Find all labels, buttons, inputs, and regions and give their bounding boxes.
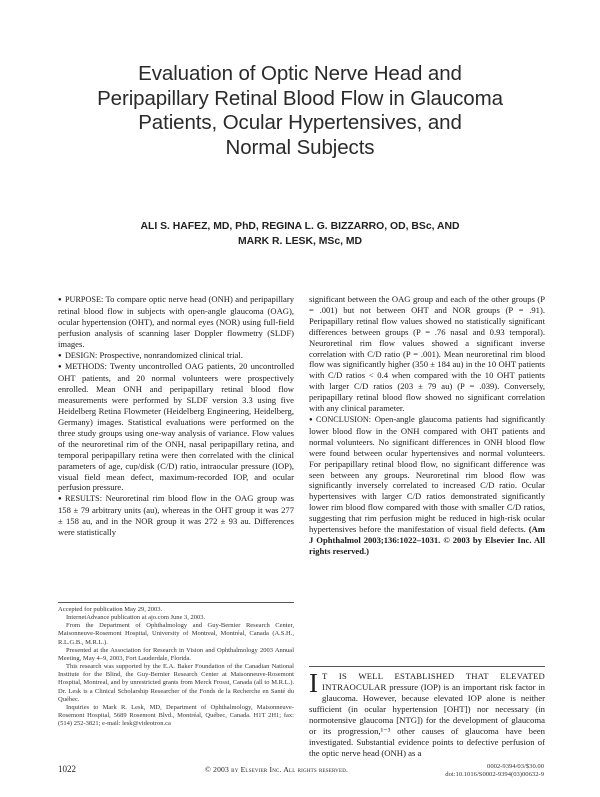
footnote-divider	[58, 602, 294, 603]
introduction	[309, 668, 545, 759]
conclusion-label: CONCLUSION:	[316, 414, 372, 424]
results-continued: significant between the OAG group and each of the other groups (P = .001) but not between OHT and NOR groups (P = .91). Peripapillary retinal flow values showed no statistically significant differences between groups (P = .76 nasal and 0.93 temporal). Neuroretinal rim flow values showed a significant inverse correlation with C/D ratio (P = .001). Mean neuroretinal rim blood flow was significantly higher (350 ± 184 au) in the 10 OHT patients with C/D ratios < 0.4 when compared with the 10 OHT patients with larger C/D ratios (203 ± 79 au) (P = .039). Conversely, peripapillary retinal blood flow showed no significant correlation with any clinical parameter.	[309, 294, 545, 414]
drop-cap: I	[309, 668, 318, 698]
page-number: 1022	[58, 764, 76, 774]
bullet-icon: ●	[58, 297, 62, 303]
abstract-divider	[309, 666, 545, 667]
footnote: InternetAdvance publication at ajo.com June 3, 2003.	[66, 614, 206, 622]
abstract-design	[58, 350, 294, 362]
author-line: MARK R. LESK, MSc, MD	[237, 235, 363, 247]
abstract-methods	[58, 361, 294, 493]
article-title	[60, 62, 540, 160]
footnote: From the Department of Ophthalmology and Guy-Bernier Research Center, Maisonneuve-Rosemont Hospital, University of Montreal, Montréal, Canada (A.S.H., R.L.G.B., M.R.L.).	[58, 622, 294, 646]
methods-label: METHODS:	[65, 362, 107, 372]
results-text: Neuroretinal rim blood flow in the OAG group was 158 ± 79 arbitrary units (au), whereas in the OHT group it was 277 ± 158 au, and in the NOR group it was 272 ± 93 au. Differences were statistically	[58, 493, 295, 538]
bullet-icon: ●	[58, 364, 62, 371]
author-list	[60, 220, 540, 249]
purpose-text: To compare optic nerve head (ONH) and peripapillary retinal blood flow in subjects with open-angle glaucoma (OAG), ocular hypertension (OHT), and normal eyes (NOR) using full-field perfusion analysis of scanning laser Doppler flowmetry (SLDF) images.	[58, 294, 294, 349]
doi: doi:10.1016/S0002-9394(03)00632-9	[445, 771, 544, 779]
abstract-results	[58, 493, 294, 538]
abstract-purpose	[58, 294, 294, 350]
title-line: Normal Subjects	[225, 135, 375, 159]
intro-text: pressure (IOP) is an important risk factor in glaucoma. However, because elevated IOP alone is neither sufficient (in ocular hypertension [OHT]) nor necessary (in normotensive glaucoma [NTG]) for the development of glaucoma or its progression,¹⁻³ other causes of glaucoma have been investigated. Substantial evidence points to defective perfusion of the optic nerve head (ONH) as a	[309, 682, 545, 758]
abstract-left-column	[58, 294, 294, 538]
bullet-icon: ●	[309, 416, 313, 423]
copyright	[205, 765, 348, 774]
doi-block	[445, 763, 544, 779]
title-line: Peripapillary Retinal Blood Flow in Glaucoma	[97, 86, 503, 110]
design-label: DESIGN:	[65, 350, 98, 360]
copyright-text: © 2003 by Elsevier Inc. All rights reserved.	[205, 765, 349, 774]
purpose-label: PURPOSE:	[65, 295, 104, 304]
intro-lead: T IS WELL ESTABLISHED THAT ELEVATED INTRAOCULAR	[322, 671, 545, 692]
issn: 0002-9394/03/$30.00	[487, 763, 544, 770]
author-line: ALI S. HAFEZ, MD, PhD, REGINA L. G. BIZZARRO, OD, BSc, AND	[140, 221, 460, 232]
abstract-conclusion	[309, 414, 545, 557]
footnote: Inquiries to Mark R. Lesk, MD, Department of Ophthalmology, Maisonneuve-Rosemont Hospital, 5689 Rosemont Blvd., Montréal, Québec, Canada. H1T 2H1; fax: (514) 252-3821; e-mail: lesk@videotron.ca	[58, 703, 294, 728]
bullet-icon: ●	[58, 496, 62, 503]
methods-text: Twenty uncontrolled OAG patients, 20 uncontrolled OHT patients, and 20 normal volunteers were prospectively enrolled. Mean ONH and peripapillary retinal blood flow measurements were performed by SLDF version 3.3 using five Heidelberg Retina Flowmeter (Heidelberg Engineering, Heidelberg, Germany) images. Statistical evaluations were performed on the three study groups using one-way analysis of variance. Flow values of the neuroretinal rim of the ONH, nasal peripapillary retina, and temporal peripapillary retina were then correlated with the clinical parameters of age, cup/disk (C/D) ratio, intraocular pressure (IOP), visual field mean defect, maximum-recorded IOP, and ocular perfusion pressure.	[58, 361, 294, 493]
title-line: Evaluation of Optic Nerve Head and	[138, 62, 462, 85]
design-text: Prospective, nonrandomized clinical trial.	[99, 349, 243, 360]
footnote: Accepted for publication May 29, 2003.	[58, 606, 163, 613]
footnote: Presented at the Association for Research in Vision and Ophthalmology 2003 Annual Meeting, May 4–9, 2003, Fort Lauderdale, Florida.	[58, 646, 294, 662]
footnotes	[58, 606, 294, 728]
footnote: This research was supported by the E.A. Baker Foundation of the Canadian National Institute for the Blind, the Guy-Bernier Research Center at Maisonneuve-Rosemont Hospital, Montreal, and by unrestricted grants from Merck Frosst, Canada (all to M.R.L.). Dr. Lesk is a Clinical Scholarship Researcher of the Fonds de la Recherche en Santé du Québec.	[58, 663, 294, 703]
title-line: Patients, Ocular Hypertensives, and	[138, 111, 462, 134]
results-label: RESULTS:	[65, 494, 103, 504]
abstract-right-column	[309, 294, 545, 557]
conclusion-text: Open-angle glaucoma patients had significantly lower blood flow in the ONH compared with OHT patients and normal volunteers. No significant differences in ONH blood flow were found between ocular hypertensives and normal volunteers. For peripapillary retinal blood flow, no significant difference was seen between any groups. Neuroretinal rim blood flow was significantly inversely correlated to increased C/D ratio. Ocular hypertensives with larger C/D ratios demonstrated significantly lower rim blood flow compared with those with smaller C/D ratios, suggesting that rim perfusion might be reduced in high-risk ocular hypertensives before the manifestation of visual field defects.	[309, 413, 545, 535]
citation: (Am J Ophthalmol 2003;136:1022–1031. © 2003 by Elsevier Inc. All rights reserved.)	[309, 524, 545, 556]
bullet-icon: ●	[58, 352, 62, 359]
